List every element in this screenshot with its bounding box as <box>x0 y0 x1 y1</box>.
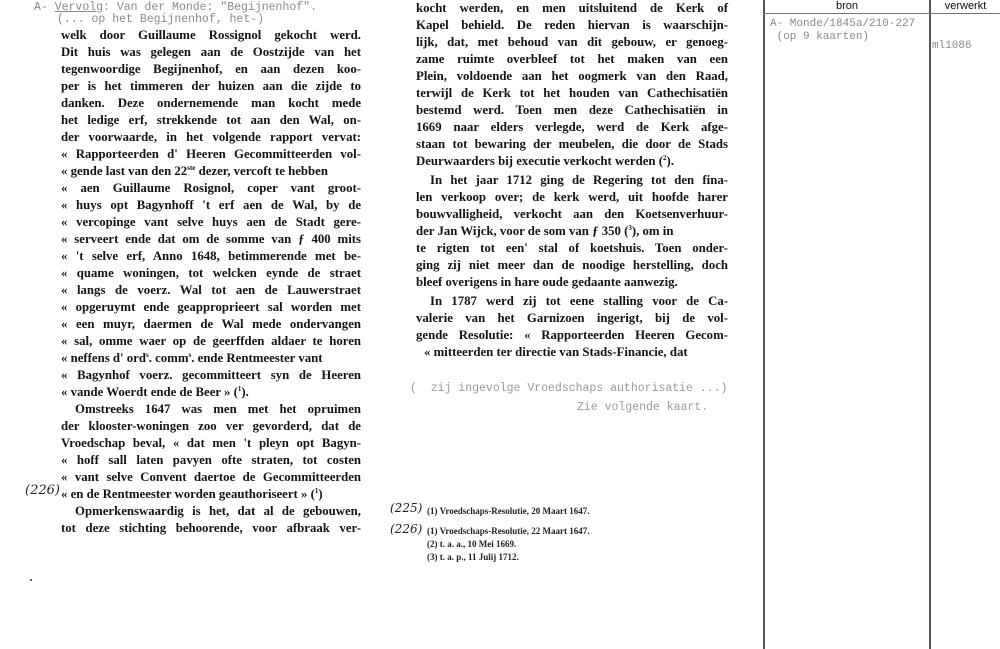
text-line: bleef overigens in hare oude gedaante aanwezig. <box>416 275 678 289</box>
footnote-ref: 1 <box>237 385 242 393</box>
typed-continuation: ( zij ingevolge Vroedschaps authorisatie ...) <box>410 382 728 395</box>
bron-value: A- Monde/1845a/210-227 <box>770 18 916 30</box>
footnote <box>427 526 590 536</box>
bron-note: (op 9 kaarten) <box>770 31 870 43</box>
text-line: danken. Deze ondernemende man kocht mede <box>61 96 361 110</box>
text-line: bestemd werd. Toen men deze Cathechisatiën in <box>416 103 728 117</box>
superscript: ste <box>187 164 196 172</box>
text-segment: dezer, vercoft te hebben <box>195 164 328 178</box>
text-line: valerie van het Garnizoen ingerigt, bij de vol- <box>416 311 728 325</box>
text-segment: « neffens d' ord <box>61 351 146 365</box>
footnote-text: Vroedschaps-Resolutie, 20 Maart 1647. <box>439 506 590 516</box>
text-segment: . comm <box>148 351 189 365</box>
text-line <box>416 153 728 170</box>
text-line <box>61 350 361 367</box>
text-line <box>416 223 728 240</box>
text-line: kocht werden, en men uitsluitend de Kerk of <box>416 1 728 15</box>
text-line: « quame woningen, tot welcken eynde de straet <box>61 266 361 280</box>
text-line: tegenwoordige Begijnenhof, en aan dezen koo- <box>61 62 361 76</box>
text-line: « een muyr, daermen de Wal mede ondervangen <box>61 317 361 331</box>
text-line: « serveert ende dat om de somme van ƒ 400 mits <box>61 232 361 246</box>
footnote-text: Vroedschaps-Resolutie, 22 Maart 1647. <box>439 526 590 536</box>
column-header-bron: bron <box>835 0 859 12</box>
text-line: terwijl de Kerk tot het houden van Cathechisatiën <box>416 86 728 100</box>
text-segment: der Jan Wijck, voor de som van ƒ 350 ( <box>416 224 629 238</box>
text-segment: « en de Rentmeester worden geauthoriseert » ( <box>61 487 315 501</box>
header-prefix: A- <box>34 1 55 14</box>
handwritten-annotation: (226) <box>390 522 423 536</box>
middle-text-column <box>416 0 728 380</box>
footnote-mark: (1) <box>427 526 438 536</box>
footnote-mark: (1) <box>427 506 438 516</box>
text-line: zame ruimte overbleef tot het maken van een <box>416 52 728 66</box>
footnote <box>427 552 519 562</box>
header-title: : Van der Monde: "Begijnenhof". <box>103 1 317 14</box>
text-line: len verkoop over; de kerk werd, uit hoofde harer <box>416 190 728 204</box>
text-line: Plein, voldoende aan het oogmerk van den Raad, <box>416 69 728 83</box>
text-segment: . ende Rentmeester vant <box>191 351 323 365</box>
text-line: In 1787 werd zij tot eene stalling voor de Ca- <box>430 294 728 308</box>
text-segment: ) <box>318 487 323 501</box>
text-segment: Deurwaarders bij executie verkocht werden ( <box>416 154 663 168</box>
text-line: « hoff sall laten pavyen ofte straten, tot costen <box>61 453 361 467</box>
text-line: der klooster-woningen zoo ver gevorderd, dat de <box>61 419 361 433</box>
text-line: « sal, omme waer op de geerffden aldaer te horen <box>61 334 361 348</box>
text-line: het ledige erf, strekkende tot aan den Wal, on- <box>61 113 361 127</box>
text-line: staan tot bewaring der meubelen, die door de Stads <box>416 137 728 151</box>
handwritten-annotation: (226) <box>25 483 60 498</box>
text-line: 1669 naar elders verlegde, werd de Kerk afge- <box>416 120 728 134</box>
footnote <box>427 506 590 516</box>
text-segment: ). <box>666 154 674 168</box>
text-line: « huys opt Bagynhoff 't erf aen de Wal, by de <box>61 198 361 212</box>
stray-dot <box>30 579 32 581</box>
text-line: « vant selve Convent daertoe de Gecommitteerden <box>61 470 361 484</box>
footnote-ref: 1 <box>314 487 319 495</box>
footnote-ref: 2 <box>662 154 667 162</box>
left-text-column <box>61 27 361 567</box>
table-divider <box>763 0 765 649</box>
text-line: « aen Guillaume Rosignol, coper vant groot- <box>61 181 361 195</box>
text-line: Vroedschap beval, « dat men 't pleyn opt Bagyn- <box>61 436 361 450</box>
text-line: gende Resolutie: « Rapporteerden Heeren Gecom- <box>416 328 728 342</box>
text-line: welk door Guillaume Rossignol gekocht werd. <box>61 28 361 42</box>
table-divider <box>929 0 931 649</box>
handwritten-annotation: (225) <box>390 501 423 515</box>
text-line: der voorwaarde, in het volgende rapport vervat: <box>61 130 361 144</box>
footnote-mark: (2) <box>427 539 438 549</box>
text-line: « mitteerden ter directie van Stads-Financie, dat <box>424 345 688 359</box>
text-line: te rigten tot een' stal of koetshuis. Toen onder- <box>416 241 728 255</box>
column-header-verwerkt: verwerkt <box>944 0 987 12</box>
text-segment: ), om in <box>631 224 674 238</box>
text-line <box>61 486 361 503</box>
superscript: s <box>145 351 149 359</box>
text-line: « 't selve erf, Anno 1648, betimmerende met be- <box>61 249 361 263</box>
text-line: Kapel behield. De reden hiervan is waarschijn- <box>416 18 728 32</box>
text-line: Dit huis was gelegen aan de Oostzijde van het <box>61 45 361 59</box>
text-line: Opmerkenswaardig is het, dat al de gebouwen, <box>75 504 361 518</box>
footnote-text: t. a. a., 10 Mei 1669. <box>439 539 517 549</box>
text-line: per is het timmeren der huizen aan die zijde to <box>61 79 361 93</box>
text-segment: « vande Woerdt ende de Beer » ( <box>61 385 238 399</box>
text-line: In het jaar 1712 ging de Regering tot den fina- <box>430 173 728 187</box>
text-line: « langs de voerz. Wal tot aen de Lauwerstraet <box>61 283 361 297</box>
text-line: lijk, dat, met behoud van dit gebouw, er genoeg- <box>416 35 728 49</box>
text-line: « opgeruymt ende geapproprieert sal worden met <box>61 300 361 314</box>
footnote <box>427 539 516 549</box>
source-table <box>763 0 1000 649</box>
text-line: « vercopinge vant selve huys aen de Stadt gere- <box>61 215 361 229</box>
footnote-mark: (3) <box>427 552 438 562</box>
text-line <box>61 384 361 401</box>
header-continuation: (... op het Begijnenhof, het-) <box>57 13 265 26</box>
header-vervolg: Vervolg <box>54 1 104 14</box>
text-line: « Bagynhof voerz. gecommitteert syn de Heeren <box>61 368 361 382</box>
text-segment: ). <box>241 385 249 399</box>
table-header-rule <box>763 13 1000 14</box>
text-line: tot deze stichting behoorende, voor afbraak ver- <box>61 521 361 535</box>
text-line: « Rapporteerden d' Heeren Gecommitteerden vol- <box>61 147 361 161</box>
footnote-text: t. a. p., 11 Julij 1712. <box>439 552 519 562</box>
text-line: ging zij niet meer dan de noodige herstelling, doch <box>416 258 728 272</box>
text-segment: « gende last van den 22 <box>61 164 188 178</box>
text-line: Omstreeks 1647 was men met het opruimen <box>75 402 361 416</box>
footnote-ref: 3 <box>628 224 632 232</box>
next-card-note: Zie volgende kaart. <box>577 401 709 414</box>
text-line <box>61 163 361 180</box>
superscript: s <box>188 351 192 359</box>
text-line: bouwvalligheid, verkocht aan den Koetsenverhuur- <box>416 207 728 221</box>
verwerkt-value: ml1086 <box>932 40 972 52</box>
